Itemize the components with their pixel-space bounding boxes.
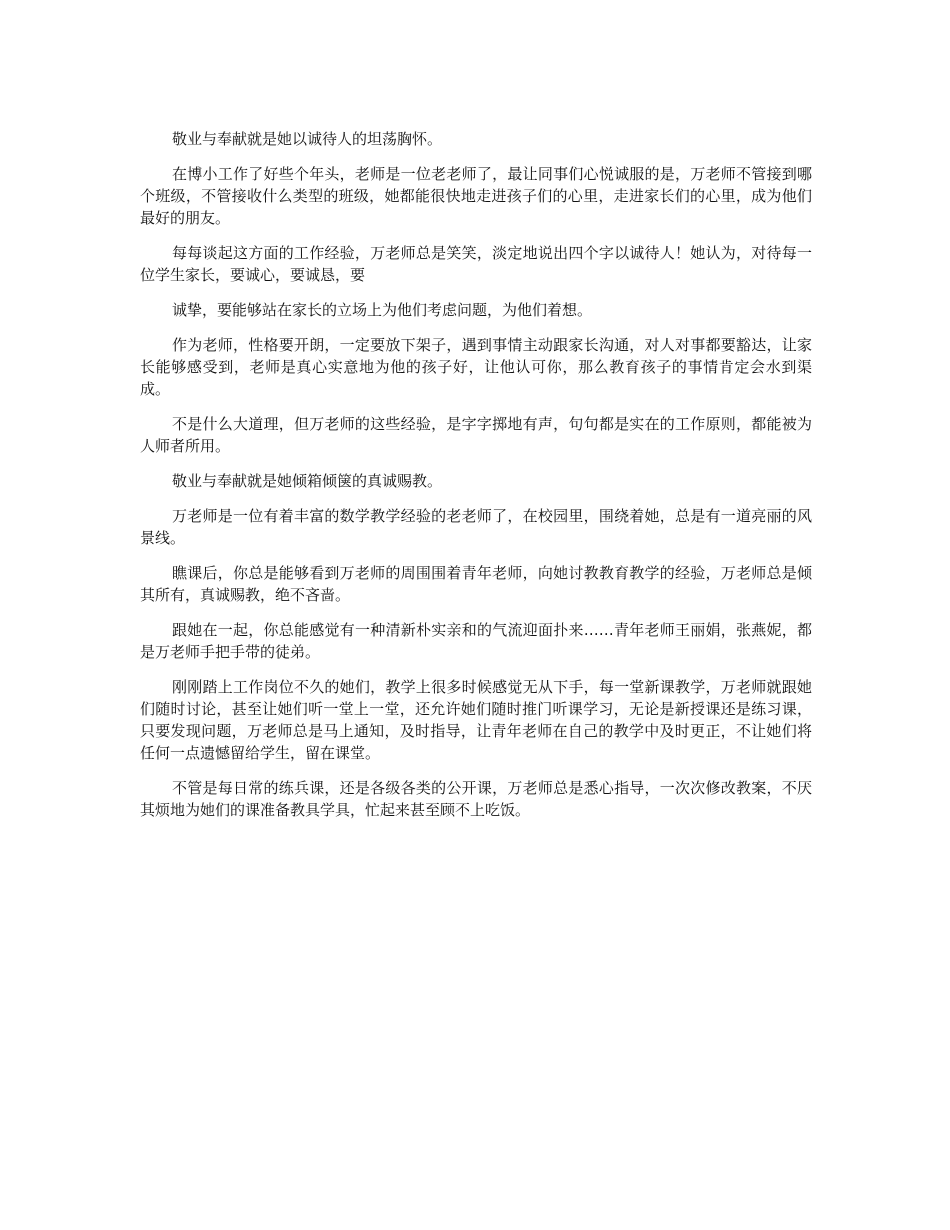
paragraph-6: 不是什么大道理，但万老师的这些经验，是字字掷地有声，句句都是实在的工作原则，都能被为人师者所用。 xyxy=(140,415,812,455)
paragraph-8: 万老师是一位有着丰富的数学教学经验的老老师了，在校园里，围绕着她，总是有一道亮丽的风景线。 xyxy=(140,507,812,547)
paragraph-2: 在博小工作了好些个年头，老师是一位老老师了，最让同事们心悦诚服的是，万老师不管接到哪个班级，不管接收什么类型的班级，她都能很快地走进孩子们的心里，走进家长们的心里，成为他们最好的朋友。 xyxy=(140,165,812,227)
paragraph-1: 敬业与奉献就是她以诚待人的坦荡胸怀。 xyxy=(172,130,443,148)
paragraph-9: 瞧课后，你总是能够看到万老师的周围围着青年老师，向她讨教教育教学的经验，万老师总是倾其所有，真诚赐教，绝不吝啬。 xyxy=(140,564,812,604)
document-body xyxy=(140,128,812,834)
paragraph-4: 诚挚，要能够站在家长的立场上为他们考虑问题，为他们着想。 xyxy=(172,301,593,319)
paragraph-5: 作为老师，性格要开朗，一定要放下架子，遇到事情主动跟家长沟通，对人对事都要豁达，让家长能够感受到，老师是真心实意地为他的孩子好，让他认可你，那么教育孩子的事情肯定会水到渠成。 xyxy=(140,336,812,398)
paragraph-12: 不管是每日常的练兵课，还是各级各类的公开课，万老师总是悉心指导，一次次修改教案，不厌其烦地为她们的课准备教具学具，忙起来甚至顾不上吃饭。 xyxy=(140,779,812,819)
paragraph-10: 跟她在一起，你总能感觉有一种清新朴实亲和的气流迎面扑来……青年老师王丽娟，张燕妮，都是万老师手把手带的徒弟。 xyxy=(140,621,812,661)
paragraph-11: 刚刚踏上工作岗位不久的她们，教学上很多时候感觉无从下手，每一堂新课教学，万老师就跟她们随时讨论，甚至让她们听一堂上一堂，还允许她们随时推门听课学习，无论是新授课还是练习课，只要发现问题，万老师总是马上通知，及时指导，让青年老师在自己的教学中及时更正，不让她们将任何一点遗憾留给学生，留在课堂。 xyxy=(140,678,812,762)
paragraph-7: 敬业与奉献就是她倾箱倾箧的真诚赐教。 xyxy=(172,472,443,490)
paragraph-3: 每每谈起这方面的工作经验，万老师总是笑笑，淡定地说出四个字以诚待人！她认为，对待每一位学生家长，要诚心，要诚恳，要 xyxy=(140,244,812,284)
